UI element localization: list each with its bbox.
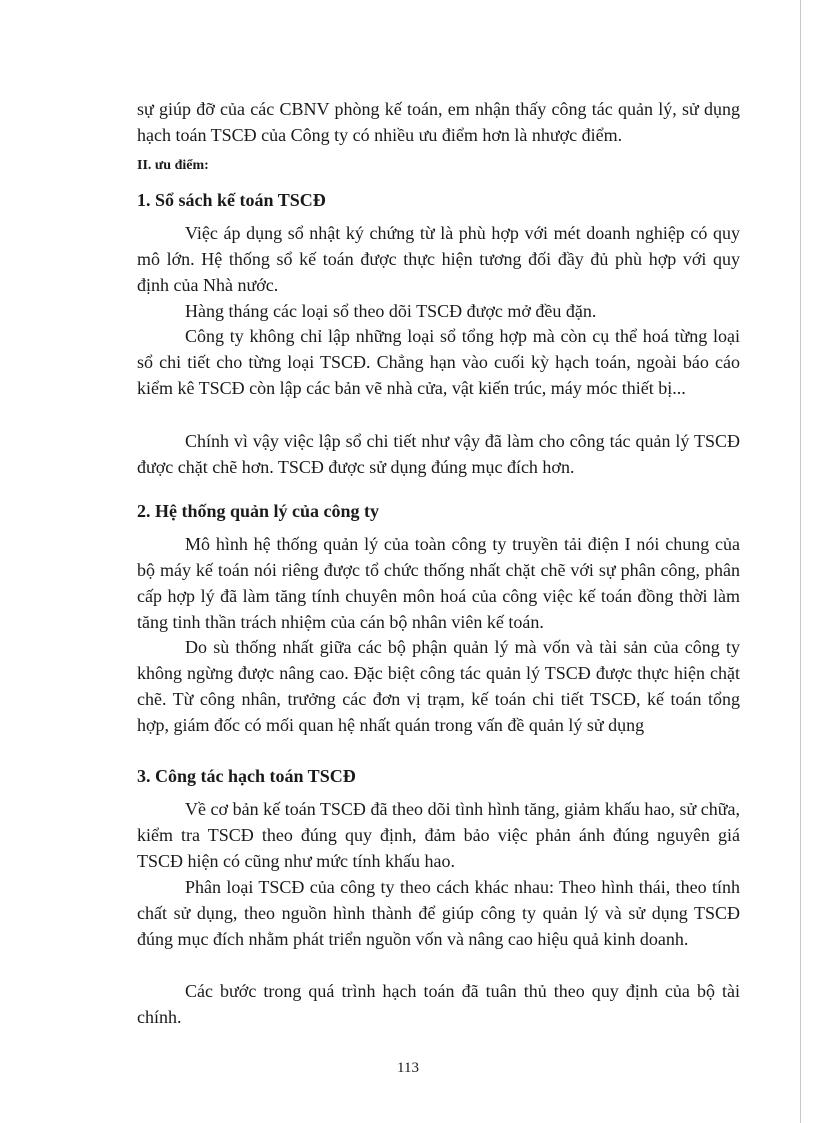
heading-accounting-books: 1. Sổ sách kế toán TSCĐ <box>137 190 326 210</box>
paragraph-depreciation: Về cơ bản kế toán TSCĐ đã theo dõi tình hình tăng, giảm khấu hao, sử chữa, kiểm tra TSCĐ theo đúng quy định, đảm bảo việc phản ánh đúng nguyên giá TSCĐ hiện có cũng như mức tính khấu hao. <box>137 799 740 871</box>
heading-management-system: 2. Hệ thống quản lý của công ty <box>137 501 380 521</box>
paragraph-management-model: Mô hình hệ thống quản lý của toàn công ty truyền tải điện I nói chung của bộ máy kế toán nói riêng được tổ chức thống nhất chặt chẽ với sự phân công, phân cấp hợp lý đã làm tăng tính chuyên môn hoá của công việc kế toán đồng thời làm tăng tinh thần trách nhiệm của cán bộ nhân viên kế toán. <box>137 534 740 632</box>
paragraph-classification: Phân loại TSCĐ của công ty theo cách khác nhau: Theo hình thái, theo tính chất sử dụng, theo nguồn hình thành để giúp công ty quản lý và sử dụng TSCĐ đúng mục đích nhằm phát triển nguồn vốn và nâng cao hiệu quả kinh doanh. <box>137 877 740 949</box>
paragraph-unity: Do sù thống nhất giữa các bộ phận quản lý mà vốn và tài sản của công ty không ngừng được nâng cao. Đặc biệt công tác quản lý TSCĐ được thực hiện chặt chẽ. Từ công nhân, trưởng các đơn vị trạm, kế toán chi tiết TSCĐ, kế toán tổng hợp, giám đốc có mối quan hệ nhất quán trong vấn đề quản lý sử dụng <box>137 637 740 735</box>
section-heading-advantages: II. ưu điểm: <box>137 158 209 173</box>
paragraph-intro: sự giúp đỡ của các CBNV phòng kế toán, em nhận thấy công tác quản lý, sử dụng hạch toán TSCĐ của Công ty có nhiều ưu điểm hơn là nhược điểm. <box>137 99 740 145</box>
paragraph-procedures: Các bước trong quá trình hạch toán đã tuân thủ theo quy định của bộ tài chính. <box>137 981 740 1027</box>
paragraph-journal-vouchers: Việc áp dụng sổ nhật ký chứng từ là phù hợp với mét doanh nghiệp có quy mô lớn. Hệ thống sổ kế toán được thực hiện tương đối đầy đủ phù hợp với quy định của Nhà nước. <box>137 223 740 295</box>
paragraph-detailed-books: Công ty không chỉ lập những loại sổ tổng hợp mà còn cụ thể hoá từng loại sổ chi tiết cho từng loại TSCĐ. Chẳng hạn vào cuối kỳ hạch toán, ngoài báo cáo kiểm kê TSCĐ còn lập các bản vẽ nhà cửa, vật kiến trúc, máy móc thiết bị... <box>137 326 740 398</box>
page-border-line <box>800 0 801 1123</box>
page-number: 113 <box>397 1060 419 1076</box>
paragraph-strict-management: Chính vì vậy việc lập sổ chi tiết như vậy đã làm cho công tác quản lý TSCĐ được chặt chẽ hơn. TSCĐ được sử dụng đúng mục đích hơn. <box>137 431 740 477</box>
paragraph-monthly-books: Hàng tháng các loại sổ theo dõi TSCĐ được mở đều đặn. <box>185 301 597 321</box>
heading-fixed-asset-accounting: 3. Công tác hạch toán TSCĐ <box>137 766 356 786</box>
